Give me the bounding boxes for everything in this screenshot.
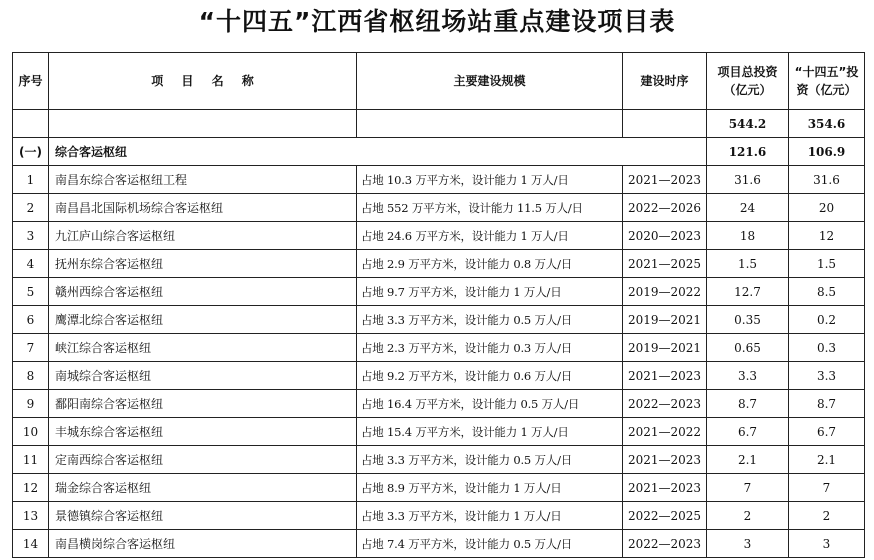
row-period: 2022—2023 [623,390,707,418]
row-seq: 7 [13,334,49,362]
row-scale: 占地 16.4 万平方米，设计能力 0.5 万人/日 [357,390,623,418]
totals-name [49,110,357,138]
row-plan-invest: 8.7 [789,390,865,418]
table-row [13,530,865,558]
project-table [12,52,865,558]
row-total-invest: 7 [707,474,789,502]
row-period: 2020—2023 [623,222,707,250]
row-period: 2021—2023 [623,446,707,474]
row-seq: 11 [13,446,49,474]
row-period: 2019—2022 [623,278,707,306]
row-period: 2021—2023 [623,474,707,502]
section-label: (一) [13,138,49,166]
row-name: 鹰潭北综合客运枢纽 [49,306,357,334]
row-total-invest: 0.65 [707,334,789,362]
row-period: 2021—2025 [623,250,707,278]
row-total-invest: 8.7 [707,390,789,418]
row-seq: 4 [13,250,49,278]
table-row [13,278,865,306]
row-period: 2019—2021 [623,334,707,362]
table-row [13,222,865,250]
header-total-invest: 项目总投资（亿元） [707,53,789,110]
totals-row [13,110,865,138]
row-name: 峡江综合客运枢纽 [49,334,357,362]
row-plan-invest: 3.3 [789,362,865,390]
page-title: “十四五”江西省枢纽场站重点建设项目表 [198,7,676,36]
table-row [13,502,865,530]
row-plan-invest: 1.5 [789,250,865,278]
row-seq: 9 [13,390,49,418]
header-scale: 主要建设规模 [357,53,623,110]
totals-total-invest: 544.2 [707,110,789,138]
row-name: 丰城东综合客运枢纽 [49,418,357,446]
row-plan-invest: 3 [789,530,865,558]
row-plan-invest: 7 [789,474,865,502]
row-scale: 占地 24.6 万平方米，设计能力 1 万人/日 [357,222,623,250]
row-name: 南昌东综合客运枢纽工程 [49,166,357,194]
row-plan-invest: 0.2 [789,306,865,334]
row-name: 瑞金综合客运枢纽 [49,474,357,502]
row-period: 2021—2023 [623,166,707,194]
table-row [13,250,865,278]
row-total-invest: 2.1 [707,446,789,474]
row-plan-invest: 12 [789,222,865,250]
row-seq: 2 [13,194,49,222]
row-scale: 占地 3.3 万平方米，设计能力 1 万人/日 [357,502,623,530]
header-row [13,53,865,110]
row-plan-invest: 6.7 [789,418,865,446]
row-name: 景德镇综合客运枢纽 [49,502,357,530]
row-seq: 12 [13,474,49,502]
row-seq: 1 [13,166,49,194]
row-name: 抚州东综合客运枢纽 [49,250,357,278]
row-scale: 占地 9.7 万平方米，设计能力 1 万人/日 [357,278,623,306]
header-name: 项 目 名 称 [49,53,357,110]
row-name: 九江庐山综合客运枢纽 [49,222,357,250]
section-plan-invest: 106.9 [789,138,865,166]
row-scale: 占地 8.9 万平方米，设计能力 1 万人/日 [357,474,623,502]
row-period: 2022—2025 [623,502,707,530]
row-period: 2019—2021 [623,306,707,334]
section-name: 综合客运枢纽 [49,138,707,166]
row-scale: 占地 7.4 万平方米，设计能力 0.5 万人/日 [357,530,623,558]
table-row [13,474,865,502]
table-row [13,166,865,194]
totals-scale [357,110,623,138]
row-plan-invest: 2.1 [789,446,865,474]
row-total-invest: 0.35 [707,306,789,334]
row-plan-invest: 20 [789,194,865,222]
totals-seq [13,110,49,138]
table-row [13,306,865,334]
row-scale: 占地 2.9 万平方米，设计能力 0.8 万人/日 [357,250,623,278]
row-period: 2021—2023 [623,362,707,390]
row-name: 南城综合客运枢纽 [49,362,357,390]
row-seq: 10 [13,418,49,446]
row-name: 赣州西综合客运枢纽 [49,278,357,306]
header-plan-invest: “十四五”投资（亿元） [789,53,865,110]
row-name: 定南西综合客运枢纽 [49,446,357,474]
row-seq: 6 [13,306,49,334]
row-total-invest: 24 [707,194,789,222]
totals-plan-invest: 354.6 [789,110,865,138]
row-plan-invest: 31.6 [789,166,865,194]
row-scale: 占地 9.2 万平方米，设计能力 0.6 万人/日 [357,362,623,390]
row-total-invest: 3.3 [707,362,789,390]
row-seq: 8 [13,362,49,390]
row-scale: 占地 2.3 万平方米，设计能力 0.3 万人/日 [357,334,623,362]
row-period: 2021—2022 [623,418,707,446]
row-total-invest: 1.5 [707,250,789,278]
row-name: 南昌横岗综合客运枢纽 [49,530,357,558]
table-row [13,390,865,418]
row-plan-invest: 8.5 [789,278,865,306]
row-name: 鄱阳南综合客运枢纽 [49,390,357,418]
row-total-invest: 3 [707,530,789,558]
row-total-invest: 6.7 [707,418,789,446]
row-seq: 5 [13,278,49,306]
row-total-invest: 31.6 [707,166,789,194]
totals-period [623,110,707,138]
row-total-invest: 12.7 [707,278,789,306]
table-row [13,446,865,474]
header-seq: 序号 [13,53,49,110]
row-plan-invest: 2 [789,502,865,530]
table-row [13,362,865,390]
row-scale: 占地 10.3 万平方米，设计能力 1 万人/日 [357,166,623,194]
row-scale: 占地 3.3 万平方米，设计能力 0.5 万人/日 [357,306,623,334]
row-plan-invest: 0.3 [789,334,865,362]
table-row [13,194,865,222]
table-row [13,418,865,446]
row-total-invest: 18 [707,222,789,250]
section-total-invest: 121.6 [707,138,789,166]
row-period: 2022—2026 [623,194,707,222]
row-scale: 占地 15.4 万平方米，设计能力 1 万人/日 [357,418,623,446]
header-period: 建设时序 [623,53,707,110]
row-scale: 占地 552 万平方米，设计能力 11.5 万人/日 [357,194,623,222]
row-period: 2022—2023 [623,530,707,558]
table-row [13,334,865,362]
row-scale: 占地 3.3 万平方米，设计能力 0.5 万人/日 [357,446,623,474]
row-total-invest: 2 [707,502,789,530]
section-row [13,138,865,166]
row-name: 南昌昌北国际机场综合客运枢纽 [49,194,357,222]
row-seq: 13 [13,502,49,530]
row-seq: 14 [13,530,49,558]
row-seq: 3 [13,222,49,250]
